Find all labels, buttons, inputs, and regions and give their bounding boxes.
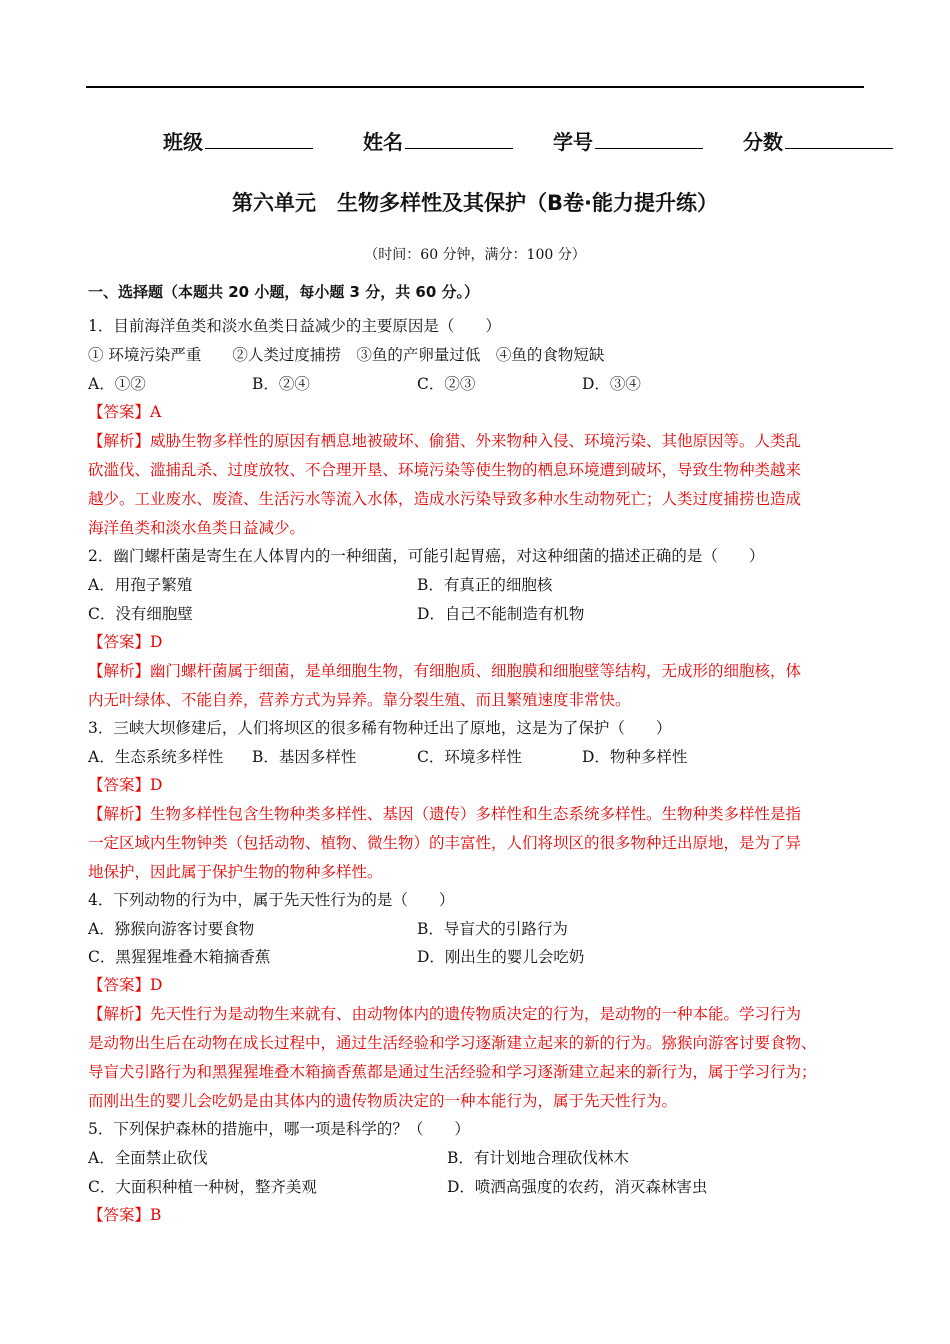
- question-2-stem: 2．幽门螺杆菌是寄生在人体胃内的一种细菌，可能引起胃癌，对这种细菌的描述正确的是（ ）: [88, 547, 765, 565]
- question-3-option-d[interactable]: D．物种多样性: [582, 748, 688, 766]
- section-heading: 一、选择题（本题共 20 小题，每小题 3 分，共 60 分。）: [88, 283, 480, 301]
- question-4-analysis-line: 导盲犬引路行为和黑猩猩堆叠木箱摘香蕉都是通过生活经验和学习逐渐建立起来的新行为，属于学习行为；: [88, 1063, 817, 1081]
- question-3-stem: 3．三峡大坝修建后，人们将坝区的很多稀有物种迁出了原地，这是为了保护（ ）: [88, 719, 672, 737]
- class-blank[interactable]: [205, 126, 313, 149]
- number-field[interactable]: [553, 126, 703, 158]
- question-4-answer: 【答案】D: [88, 976, 163, 994]
- question-4-stem: 4．下列动物的行为中，属于先天性行为的是（ ）: [88, 891, 455, 909]
- score-blank[interactable]: [785, 126, 893, 149]
- question-2-answer: 【答案】D: [88, 633, 163, 651]
- question-3-analysis-line: 地保护，因此属于保护生物的物种多样性。: [88, 863, 383, 881]
- question-2-option-d[interactable]: D．自己不能制造有机物: [417, 605, 585, 623]
- score-label: 分数: [743, 130, 783, 154]
- question-3-analysis-line: 一定区域内生物钟类（包括动物、植物、微生物）的丰富性，人们将坝区的很多物种迁出原地，是为了异: [88, 834, 802, 852]
- question-1-option-b[interactable]: B．②④: [252, 375, 310, 393]
- question-1-extra: ① 环境污染严重 ②人类过度捕捞 ③鱼的产卵量过低 ④鱼的食物短缺: [88, 346, 605, 364]
- name-field[interactable]: [363, 126, 513, 158]
- question-2-option-b[interactable]: B．有真正的细胞核: [417, 576, 553, 594]
- number-blank[interactable]: [595, 126, 703, 149]
- question-5-stem: 5．下列保护森林的措施中，哪一项是科学的？（ ）: [88, 1120, 470, 1138]
- question-1-stem: 1．目前海洋鱼类和淡水鱼类日益减少的主要原因是（ ）: [88, 317, 501, 335]
- question-1-analysis-line: 海洋鱼类和淡水鱼类日益减少。: [88, 519, 306, 537]
- question-3-option-c[interactable]: C．环境多样性: [417, 748, 522, 766]
- question-2-analysis-line: 【解析】幽门螺杆菌属于细菌，是单细胞生物，有细胞质、细胞膜和细胞壁等结构，无成形的细胞核，体: [88, 662, 802, 680]
- question-1-option-d[interactable]: D．③④: [582, 375, 641, 393]
- question-2-option-a[interactable]: A．用孢子繁殖: [88, 576, 193, 594]
- question-5-answer: 【答案】B: [88, 1206, 162, 1224]
- question-5-option-c[interactable]: C．大面积种植一种树，整齐美观: [88, 1178, 317, 1196]
- header-rule: [86, 86, 864, 88]
- name-blank[interactable]: [405, 126, 513, 149]
- question-5-option-a[interactable]: A．全面禁止砍伐: [88, 1149, 208, 1167]
- question-4-option-b[interactable]: B．导盲犬的引路行为: [417, 920, 568, 938]
- student-info-row: [0, 126, 950, 158]
- page-title: 第六单元 生物多样性及其保护（B卷·能力提升练）: [232, 191, 718, 215]
- name-label: 姓名: [363, 130, 403, 154]
- question-2-analysis-line: 内无叶绿体、不能自养，营养方式为异养。靠分裂生殖、而且繁殖速度非常快。: [88, 691, 631, 709]
- question-4-analysis-line: 是动物出生后在动物在成长过程中，通过生活经验和学习逐渐建立起来的新的行为。猕猴向游客讨要食物、: [88, 1034, 817, 1052]
- class-label: 班级: [163, 130, 203, 154]
- question-3-option-b[interactable]: B．基因多样性: [252, 748, 357, 766]
- score-field[interactable]: [743, 126, 893, 158]
- question-1-answer: 【答案】A: [88, 403, 162, 421]
- question-5-option-b[interactable]: B．有计划地合理砍伐林木: [447, 1149, 629, 1167]
- question-4-option-d[interactable]: D．刚出生的婴儿会吃奶: [417, 948, 585, 966]
- question-4-option-a[interactable]: A．猕猴向游客讨要食物: [88, 920, 255, 938]
- question-1-option-c[interactable]: C．②③: [417, 375, 476, 393]
- question-1-option-a[interactable]: A．①②: [88, 375, 146, 393]
- class-field[interactable]: [163, 126, 313, 158]
- question-3-analysis-line: 【解析】生物多样性包含生物种类多样性、基因（遗传）多样性和生态系统多样性。生物种类多样性是指: [88, 805, 802, 823]
- question-1-analysis-line: 越少。工业废水、废渣、生活污水等流入水体，造成水污染导致多种水生动物死亡；人类过度捕捞也造成: [88, 490, 802, 508]
- question-4-analysis-line: 【解析】先天性行为是动物生来就有、由动物体内的遗传物质决定的行为，是动物的一种本能。学习行为: [88, 1005, 802, 1023]
- question-3-option-a[interactable]: A．生态系统多样性: [88, 748, 224, 766]
- number-label: 学号: [553, 130, 593, 154]
- page-subtitle: （时间：60 分钟，满分：100 分）: [364, 247, 586, 263]
- question-1-analysis-line: 砍滥伐、滥捕乱杀、过度放牧、不合理开垦、环境污染等使生物的栖息环境遭到破坏，导致生物种类越来: [88, 461, 802, 479]
- question-2-option-c[interactable]: C．没有细胞壁: [88, 605, 193, 623]
- question-4-analysis-line: 而刚出生的婴儿会吃奶是由其体内的遗传物质决定的一种本能行为，属于先天性行为。: [88, 1092, 678, 1110]
- question-3-answer: 【答案】D: [88, 776, 163, 794]
- question-5-option-d[interactable]: D．喷洒高强度的农药，消灭森林害虫: [447, 1178, 708, 1196]
- question-4-option-c[interactable]: C．黑猩猩堆叠木箱摘香蕉: [88, 948, 271, 966]
- question-1-analysis-line: 【解析】威胁生物多样性的原因有栖息地被破坏、偷猎、外来物种入侵、环境污染、其他原因等。人类乱: [88, 432, 802, 450]
